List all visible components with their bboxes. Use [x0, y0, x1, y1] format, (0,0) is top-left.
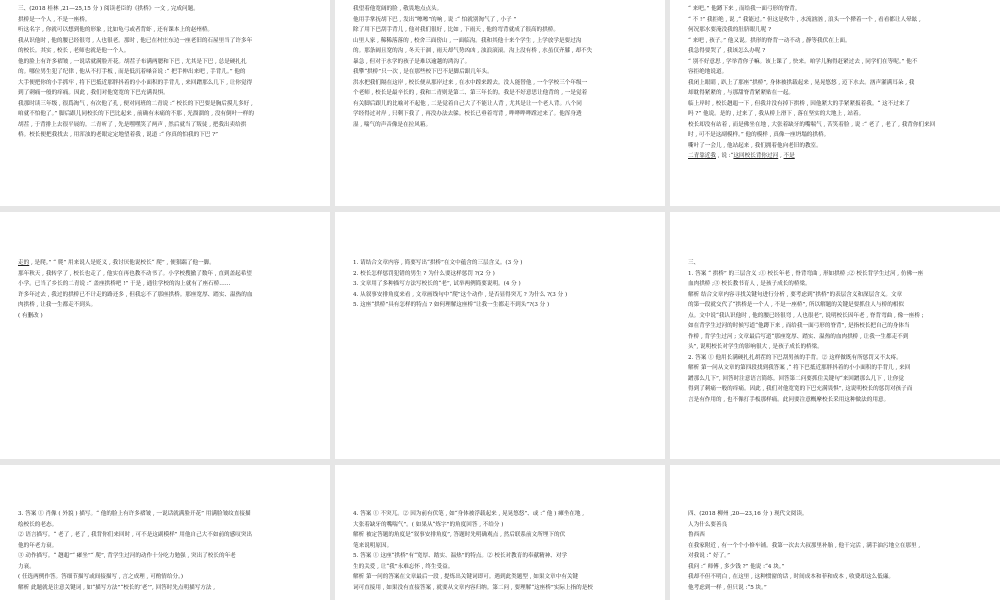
- text-line: 的。哪位男生犯了纪律 , 他从不打手板 , 而是低沉着嗓音说 :“ 把手伸出来吧 , 手背儿。” 他的: [18, 69, 246, 75]
- text-line: 许多年过去 , 我过的拱桥已不计走的路还多 , 但我忘不了那座拱桥。那座宽厚、踏实、温热的血: [18, 291, 253, 298]
- text-line: 1. 答案 “ 拱桥” 的三层含义 :① 校长年老 , 脊背弯曲 , 形如拱桥 ;② 校长背学生过河 , 仿佛一座: [688, 270, 924, 277]
- text-line: 小学。已当了乡长的二青说 :“ 盖座拱桥吧 !” 于是 , 通往学校的沟上就有了座石桥……: [18, 281, 231, 287]
- page-body: [688, 216, 990, 405]
- text-line: 5. 答案 ① 这座“拱桥”有“宽厚、踏实、温热”的特点。② 校长对教育的奉献精神、对学: [353, 553, 568, 559]
- text-line: “ 不 !” 我拒绝 , 说 ,“ 我能过。” 但这是吹牛 , 水流汹汹 , 浪头一个撵着一个 , 看看都让人晕眩 ,: [688, 16, 921, 23]
- text-line: 血肉拱桥 ;③ 校长教书育人 , 是孩子成长的桥梁。: [688, 281, 811, 287]
- text-line: ( 任选两例作答。答细节描写或间接描写 , 言之成理 , 可酌情给分。): [18, 574, 184, 580]
- page-body: [353, 216, 655, 311]
- text-line: 除了用下巴刮手背儿 , 他对我们很好 , 比如 , 下雨天 , 他的弯背就成了很高的拱桥。: [353, 27, 559, 33]
- text-line: 解析 结合文章内容寻找关键句进行分析 , 要考虑到“拱桥”的表层含义和深层含义。文章: [688, 291, 903, 298]
- text-run: , 是爬。” “ 爬” 用来说人是贬义 , 我讨厌他说校长“ 爬” , 便狠踹了他一脚。: [29, 260, 215, 266]
- text-line: 胡茬 , 于背排上去很平展的。二青听了 , 先是嘿嘿笑了两声 , 然后就当了叛徒 , 把我出卖给拱: [18, 121, 247, 128]
- text-line: 他用手掌抚胡下巴 , 发出“嚓嚓”的响 , 说 :“ 怕就别淘气了 , 小子 ”: [353, 16, 517, 23]
- text-line: 三、(2018 桂林 ,21—25,15 分 ) 阅读老臣的《拱桥》一文 , 完成问题。: [18, 6, 199, 12]
- text-line: 作桥 , 背学生过河 ; 文章最后写道“那座宽厚、踏实、温热的血肉拱桥 , 让我一生都走不到: [688, 333, 909, 340]
- page-body: [353, 469, 655, 593]
- text-line: 词可直接用 , 如果没有直接答案 , 就要从文章内容归纳。第二问 , 要理解“这座桥”实际上指的是校: [353, 584, 593, 591]
- text-line: 校长却没有站着 , 而是佛坐在地 , 大张着缺牙的嘴喘气 , 苦笑着脸 , 说 :“ 老了 , 老了 , 我背你们来回: [688, 121, 936, 128]
- text-line: 却耽得紧紧的 , 与那甜脊背紧紧贴在一起。: [688, 90, 795, 96]
- text-line: 2. 校长怎样惩罚犯错的男生 ? 为什么要这样惩罚 ?(2 分 ): [353, 270, 495, 277]
- text-line: 解析 被定答题的角度是“叙事安排角度”, 答题时先明确观点 , 然后联系前文所埋下的伏: [353, 532, 566, 538]
- text-line: “ 来吧 , 孩子。” 他又说。拱形的脊背一动不动 , 静等我伏在上面。: [688, 37, 851, 44]
- text-line: 学经得过对岸 , 只剩下我了 , 再没办法去躲。校长已垂着弯背 , 哗哗哗哗蹚过来了。他浑身透: [353, 111, 582, 117]
- text-line: 何况那水要淹没我的肚脐眼儿呢 ?: [688, 27, 772, 33]
- text-line: 如在背学生过河的时候写道“他蹲下来 , 而给我一面弓形的脊背”, 是指校长把自己的身体当: [688, 323, 910, 329]
- text-line: 湿 , 喘气的声音像是在拉风箱。: [353, 121, 432, 128]
- text-line: 我那时读三年级 , 很爲淘气 , 有次他了孔 , 便对同班的二青说 :“ 校长的下巴要是胸后摸儿多好 ,: [18, 100, 253, 107]
- text-line: 大张着缺牙的嘴喘气”。( 如果从“炼字”的角度回答 , 不给分 ): [353, 521, 504, 528]
- text-line: 头”, 说明校长对学生的影响很大 , 是孩子成长的桥梁。: [688, 344, 823, 350]
- text-line: 力衰。: [18, 563, 35, 570]
- document-page-2: [335, 0, 665, 206]
- document-page-9: [670, 465, 1000, 600]
- text-line: 暴急 , 但对于水学的孩子是难以逾越的鸿沟了。: [353, 58, 471, 65]
- text-line: 解析 此题就是注意关键词 , 如“描写方法”“校长的‘老’”, 回答时先点明描写方法 ,: [18, 584, 216, 591]
- text-line: 笔来说明原因。: [353, 542, 393, 549]
- text-line: 个老师 , 校长是最辛长的 , 我和二青则是第二、第三年长的。我是不好意思让他背的 , 一是觉着: [353, 90, 588, 96]
- text-line: 言是有作用的 , 也不像打手板那样痛。此问要注意概摩校长采用这种做法的用意。: [688, 396, 890, 403]
- document-page-1: [0, 0, 330, 206]
- text-line: 人为什么要善良: [688, 521, 728, 528]
- text-line: 2. 答案 ① 他用长满硬扎扎胡茬的下巴刮男孩的手背。② 这样做既有所惩罚又不太疼。: [688, 354, 902, 361]
- text-line: 拱桥是一个人 , 不是一座桥。: [18, 16, 91, 23]
- text-line: 5. 这座“拱桥”具有怎样的特点 ? 如何理解这座桥“让我一生都走不到头”?(3 分 ): [353, 302, 550, 308]
- page-body: [18, 216, 320, 321]
- text-line: 大手便把你的小手抓牢 , 将下巴抵近那胖抖着的小小面积的手背儿 , 来回蹭那么几下 , 让你觉得: [18, 79, 253, 86]
- page-body: [688, 4, 990, 162]
- text-line: 4. 答案 ① 不突兀。② 因为前有伏笔 , 如“身体被浮载起来 , 晃晃悠悠”、或 :“ 他 ) 瘫坐在地 ,: [353, 511, 585, 517]
- text-line: 我闭上眼睛 , 趴上了那座“拱桥”, 身体被拱载起来 , 晃晃悠悠 , 迈下水去。汹声灌满耳朵 , 我: [688, 79, 915, 86]
- text-line: 在我家附近 , 有一个个小修车铺。我第一次去大叔那里补胎 , 他干完活 , 满手油污地立在那里 ,: [688, 542, 921, 549]
- text-line: 有关脚后跟儿的比喻对不起他 , 二是觉着自己大了不能让人背 , 尤其是让一个老人背。八个同: [353, 100, 582, 107]
- document-page-4: [0, 212, 330, 459]
- underlined-text: 这回校长背你过河: [733, 153, 779, 159]
- text-line: 我问 :“ 师傅 , 多少钱 ?” 他说 :“4 块。”: [688, 563, 785, 570]
- text-line: “ 别不好意思 , 学举背你子嘛。该上课了 , 快来。咱学儿胸得赶紧过去 , 同学们在等呢。” 他不: [688, 58, 918, 65]
- text-line: 嘶叶了一会儿 , 他站起来 , 我们拥着他向老旧的教室。: [688, 142, 822, 149]
- underlined-text: 走的: [18, 260, 30, 266]
- text-line: 绘校长的老态。: [18, 521, 58, 528]
- text-line: 点。文中说“我认识他时 , 他的腰已经很弯 , 人也很老”, 说明校长因年老 , 脊背弯曲 , 像一座桥 ;: [688, 312, 924, 319]
- text-line: 山里人家 , 稀稀落落的 , 校舍三面傍山 , 一面临沟。我和其他十来个学生 , 上学放学是要过沟: [353, 37, 582, 44]
- text-line: 我攀“拱桥”只一次 , 是在那些校下巴不是脚后跟几年头。: [353, 69, 493, 75]
- text-line: 桥。校长便把我找去 , 用浑浊的老眼定定地望着我 , 说道 :“ 你真的怕我的下巴 ?”: [18, 132, 219, 138]
- text-line: 那年秋天 , 我转学了 , 校长也走了 , 他实在再也教不动书了。小学校搜撤了数年 , 直到盖起希望: [18, 270, 252, 277]
- text-line: ② 语言描写。“ 老了 , 老了 , 我背你们来回时 , 可不是这副模样” 用他自己大不如前的感叹突出: [18, 532, 253, 538]
- document-page-5: [335, 212, 665, 459]
- page-body: [688, 469, 990, 593]
- text-line: “ 来吧。” 他蹲下来 , 而给我一面弓形的脊背。: [688, 6, 801, 12]
- page-body: [353, 4, 655, 130]
- text-line: 3. 答案 ① 肖像 ( 外貌 ) 描写。“ 他的脸上有许多褶皱 , 一说话就满脸开花” 用满脸皱纹直接描: [18, 511, 251, 517]
- text-run: , 说 :“: [715, 153, 734, 159]
- text-line: 的校长。其实 , 校长 , 老师也就是他一个人。: [18, 48, 130, 54]
- document-page-7: [0, 465, 330, 600]
- underlined-text: 二青靠近我: [688, 153, 716, 159]
- text-line: 我望着他宽阔的脸 , 敬畏地点点头。: [353, 6, 443, 12]
- document-page-8: [335, 465, 665, 600]
- text-line: 我从识他时 , 他的腰已经很弯 , 人也很老。那时 , 他已在村庄东边一座老旧的石屋里当了许多年: [18, 37, 253, 44]
- text-run: ,: [778, 153, 784, 159]
- text-line: 我急得要哭了 , 我该怎么办呢 ?: [688, 48, 766, 54]
- document-page-6: [670, 212, 1000, 459]
- text-line: 到了刺痛一般的痒痛。因此 , 我们对他宽宽的下巴充满畏惧。: [18, 90, 169, 96]
- text-line: 肉拱桥 , 让我一生都走不到头。: [18, 302, 97, 308]
- text-line: 对我说 :“ 好了。”: [688, 553, 730, 559]
- text-line: [688, 151, 990, 162]
- text-line: 鲁西西: [688, 532, 705, 538]
- text-line: 的第一段就交代了“拱桥是一个人 , 不是一座桥”, 所以解题的关键是要抓住人与桥的相似: [688, 302, 904, 308]
- text-line: 3. 文章用了多种描写方法写校长的“老”, 试举两例简要说明。(4 分 ): [353, 281, 521, 287]
- page-body: [18, 4, 320, 141]
- text-line: 三、: [688, 260, 700, 266]
- text-line: 生的关爱 , 让“我”永难忘怀 , 终生受益。: [353, 563, 454, 570]
- text-line: ( 有删改 ): [18, 312, 43, 319]
- text-line: 洪水把我们隔在这岸 , 校长便从那岸过来 , 在水中蹚来蹚去。没人能替他 , 一个学校三个年级一: [353, 79, 588, 86]
- text-line: 他的脸上有许多褶皱 , 一说话就满脸开花。胡茬子布满两腮和下巴 , 尤其是下巴 , 总是硬扎扎: [18, 58, 247, 65]
- text-line: 听这名字 , 你就可以想到他的形象 , 比如龟弓或者背虾 , 还有课本上的赵州桥。: [18, 27, 214, 33]
- text-line: 临上岸时 , 校长趔趄一下 , 但我并没有掉下拱桥 , 因他紧大的手紧紧扳着我。“ 这不过来了: [688, 100, 911, 107]
- text-line: 得到了刺痛一般的痒痛。因此 , 我们对他宽宽的下巴充满畏惧”, 这说明校长的惩罚对孩子而: [688, 386, 913, 392]
- text-line: 解析 第一问从文章的第四段找到我答案 ,“ 将下巴抵近那胖抖着的小小面积的手背儿 , 来回: [688, 365, 911, 371]
- underlined-text: 不是: [783, 153, 795, 159]
- text-line: 1. 请结合文章内容 , 简要写出“拱桥”在文中蕴含的三层含义。(3 分 ): [353, 260, 523, 266]
- page-body: [18, 469, 320, 593]
- text-line: 容拒绝地说道。: [688, 69, 728, 75]
- text-line: 时 , 可不是这副模样。” 他的模样 , 真像一座坍塌的拱桥。: [688, 132, 830, 138]
- text-line: 他的年老力衰。: [18, 542, 58, 549]
- text-line: ③ 动作描写。“ 趔趄”“ 瘫坐”“ 爬”, 背学生过河的动作十分吃力勉强 , 突出了校长的年老: [18, 553, 236, 559]
- text-line: 他考虑到一样 , 但只说 :“5 块。”: [688, 584, 767, 591]
- text-line: 咱就不怕他了。” 脚后跟儿同校长的下巴比起来 , 前确有未痛的不那 , 光溜溜的 , 没有倒叶一样的: [18, 111, 254, 117]
- text-line: [18, 258, 320, 269]
- text-line: 吗 ?” 他说。是的 , 过来了 , 我从桥上滑下 , 落在坚实的大地上 , 站着。: [688, 111, 865, 117]
- text-line: 蹭那么几下”, 回答时注意语言简练。回答第二问要抓住关键句“来回蹭那么几下 , 让你觉: [688, 375, 904, 382]
- document-page-3: [670, 0, 1000, 206]
- text-line: 4. 从叙事安排角度来看 , 文章画线句中“爬”这个动作 , 是否显得突兀 ? 为什么 ?(3 分 ): [353, 291, 568, 298]
- text-line: 四、(2018 柳州 ,20—23,16 分 ) 现代文阅读。: [688, 511, 808, 517]
- text-line: 解析 第一问的答案在文章最后一段 , 提炼出关键词即可。遇到此类题型 , 如果文章中有关键: [353, 574, 579, 580]
- text-line: 我却不但不明白 , 在这里 , 这种惯窗的话 , 时间成本和菲和成本 , 收费却这么低廉。: [688, 574, 894, 580]
- text-line: 的。那条阔且宽的沟 , 冬天干涸 , 雨天却气势凶凶 , 浊浪滚滚。沟上没有桥 , 水虽仅齐膝 , 却不失: [353, 48, 593, 54]
